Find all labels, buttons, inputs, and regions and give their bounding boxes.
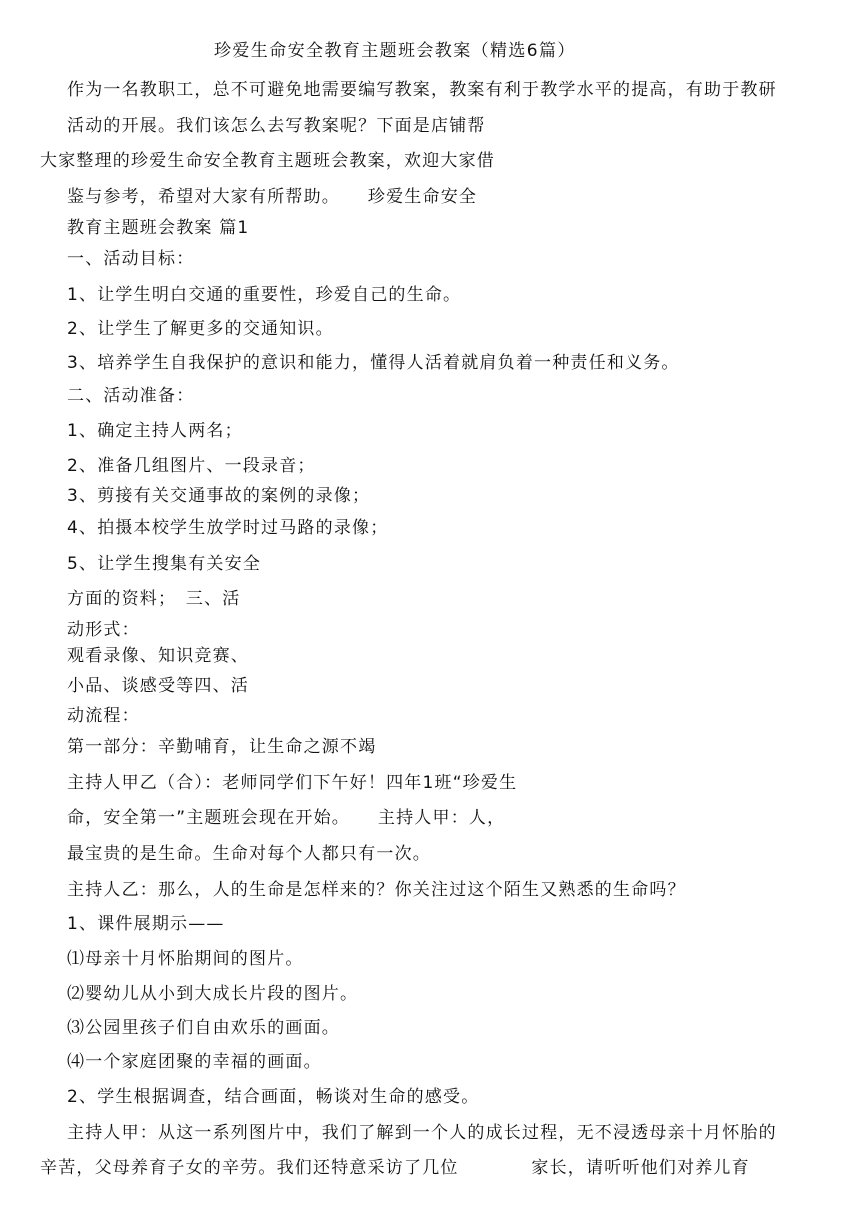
- section-heading: 教育主题班会教案 篇1: [67, 218, 250, 238]
- paragraph-line: 主持人乙：那么，人的生命是怎样来的？你关注过这个陌生又熟悉的生命吗？: [67, 880, 686, 900]
- list-item: 4、拍摄本校学生放学时过马路的录像；: [67, 518, 389, 538]
- list-item: 3、培养学生自我保护的意识和能力，懂得人活着就肩负着一种责任和义务。: [67, 353, 680, 373]
- document-title: 珍爱生命安全教育主题班会教案（精选6篇）: [214, 41, 576, 61]
- list-item: 1、确定主持人两名；: [67, 421, 243, 441]
- paragraph-line: 动流程：: [67, 706, 140, 726]
- list-item: 2、学生根据调查，结合画面，畅谈对生命的感受。: [67, 1087, 480, 1107]
- section-heading: 第一部分：辛勤哺育，让生命之源不竭: [67, 737, 377, 757]
- paragraph-line: 小品、谈感受等四、活: [67, 676, 249, 696]
- list-item: ⑴母亲十月怀胎期间的图片。: [67, 949, 304, 969]
- paragraph-line: 辛苦，父母养育子女的辛劳。我们还特意采访了几位 家长，请听听他们对养儿育: [40, 1158, 750, 1178]
- paragraph-line: 主持人甲乙（合）：老师同学们下午好！四年1班“珍爱生: [67, 773, 518, 793]
- paragraph-line: 鉴与参考，希望对大家有所帮助。 珍爱生命安全: [67, 187, 478, 207]
- list-item: 3、剪接有关交通事故的案例的录像；: [67, 486, 371, 506]
- paragraph-line: 命，安全第一”主题班会现在开始。 主持人甲：人，: [67, 808, 506, 828]
- list-item: 2、准备几组图片、一段录音；: [67, 456, 316, 476]
- list-item: ⑷一个家庭团聚的幸福的画面。: [67, 1052, 322, 1072]
- list-item: ⑵婴幼儿从小到大成长片段的图片。: [67, 984, 359, 1004]
- paragraph-line: 作为一名教职工，总不可避免地需要编写教案，教案有利于教学水平的提高，有助于教研: [67, 80, 777, 100]
- list-item: 2、让学生了解更多的交通知识。: [67, 319, 334, 339]
- paragraph-line: 活动的开展。我们该怎么去写教案呢？下面是店铺帮: [67, 116, 486, 136]
- paragraph-line: 方面的资料； 三、活: [67, 589, 241, 609]
- list-item: 1、课件展期示——: [67, 914, 225, 934]
- section-heading: 二、活动准备：: [67, 386, 195, 406]
- paragraph-line: 最宝贵的是生命。生命对每个人都只有一次。: [67, 844, 431, 864]
- list-item: 5、让学生搜集有关安全: [67, 554, 262, 574]
- paragraph-line: 动形式：: [67, 620, 140, 640]
- paragraph-line: 大家整理的珍爱生命安全教育主题班会教案，欢迎大家借: [40, 151, 495, 171]
- paragraph-line: 观看录像、知识竞赛、: [67, 646, 249, 666]
- paragraph-line: 主持人甲：从这一系列图片中，我们了解到一个人的成长过程，无不浸透母亲十月怀胎的: [67, 1123, 777, 1143]
- section-heading: 一、活动目标：: [67, 249, 195, 269]
- list-item: 1、让学生明白交通的重要性，珍爱自己的生命。: [67, 285, 462, 305]
- list-item: ⑶公园里孩子们自由欢乐的画面。: [67, 1018, 340, 1038]
